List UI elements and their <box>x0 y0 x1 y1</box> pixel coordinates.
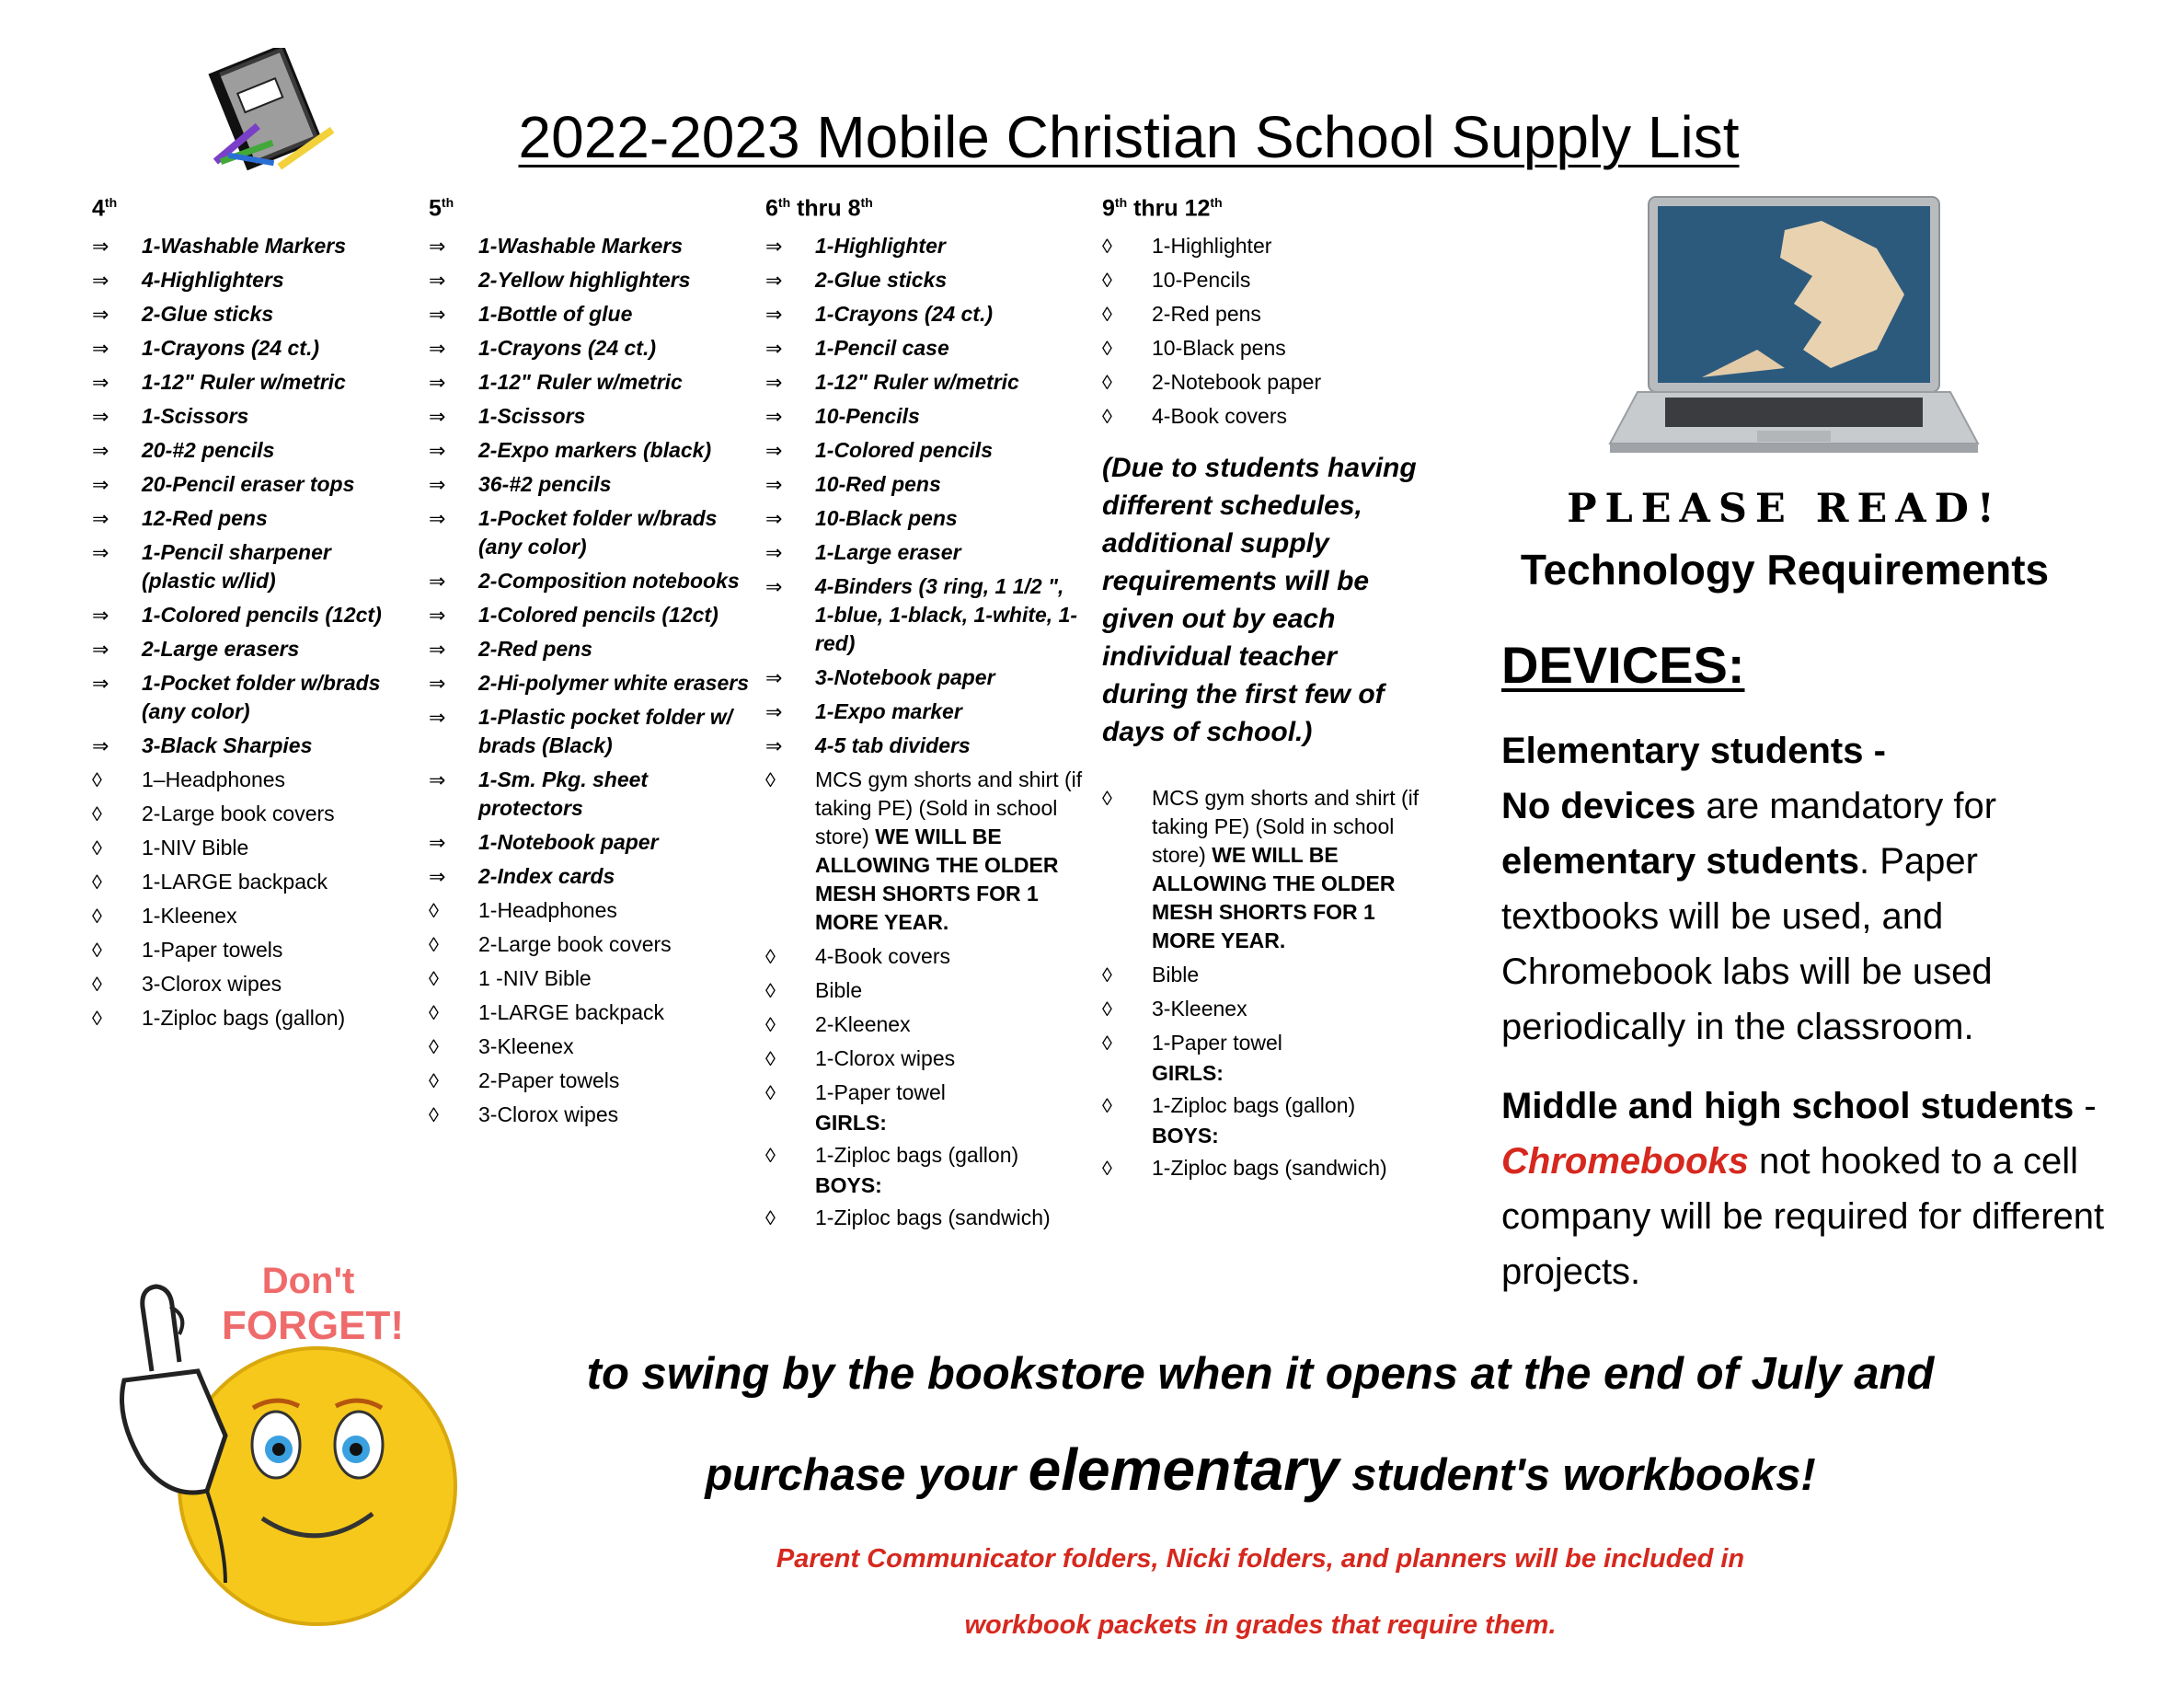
list-item-label: 4-5 tab dividers <box>815 733 971 757</box>
diamond-bullet-icon: ◊ <box>1102 405 1112 428</box>
list-item <box>765 1078 1087 1107</box>
technology-heading: Technology Requirements <box>1520 546 2050 594</box>
list-item <box>92 766 409 794</box>
list-item <box>765 334 1087 363</box>
arrow-bullet-icon: ⇒ <box>92 371 109 394</box>
list-item <box>92 800 409 828</box>
diamond-bullet-icon: ◊ <box>429 967 439 990</box>
arrow-bullet-icon: ⇒ <box>429 507 446 530</box>
reminder-line-2: purchase your elementary student's workbooks! <box>705 1436 1816 1503</box>
arrow-bullet-icon: ⇒ <box>765 303 783 326</box>
list-item <box>765 300 1087 329</box>
list-item-label: Bible <box>1152 963 1200 986</box>
list-item <box>765 976 1087 1005</box>
list-item <box>1102 334 1424 363</box>
diamond-bullet-icon: ◊ <box>765 1047 776 1070</box>
list-item <box>765 698 1087 726</box>
list-item-label: 2-Expo markers (black) <box>478 438 712 462</box>
list-item <box>1102 300 1424 329</box>
list-item <box>92 436 409 465</box>
list-item <box>429 669 755 698</box>
diamond-bullet-icon: ◊ <box>765 1144 776 1167</box>
list-item <box>429 266 755 294</box>
list-item <box>92 334 409 363</box>
list-item-label: 1-Scissors <box>478 404 586 428</box>
list-item <box>92 732 409 760</box>
diamond-bullet-icon: ◊ <box>1102 235 1112 258</box>
arrow-bullet-icon: ⇒ <box>765 666 783 689</box>
list-item-label: Bible <box>815 978 863 1002</box>
diamond-bullet-icon: ◊ <box>429 933 439 956</box>
arrow-bullet-icon: ⇒ <box>92 439 109 462</box>
diamond-bullet-icon: ◊ <box>765 768 776 791</box>
list-item-label: 2-Red pens <box>478 637 592 661</box>
list-item <box>429 1067 755 1095</box>
list-item-label: 2-Glue sticks <box>815 268 948 292</box>
list-item <box>429 1032 755 1061</box>
list-item-label: 1-Pencil sharpener (plastic w/lid) <box>142 540 331 593</box>
list-item <box>92 232 409 260</box>
list-item-label: 2-Red pens <box>1152 302 1261 326</box>
boys-label: BOYS: <box>815 1173 882 1197</box>
arrow-bullet-icon: ⇒ <box>765 269 783 292</box>
arrow-bullet-icon: ⇒ <box>429 865 446 888</box>
arrow-bullet-icon: ⇒ <box>429 405 446 428</box>
column-grade-4 <box>92 195 409 1038</box>
list-item <box>92 402 409 431</box>
arrow-bullet-icon: ⇒ <box>92 405 109 428</box>
list-item-label: 4-Binders (3 ring, 1 1/2 ", 1-blue, 1-black, 1-white, 1-red) <box>815 574 1078 655</box>
list-item-label: 1-Plastic pocket folder w/ brads (Black) <box>478 705 733 757</box>
list-item-label: 3-Notebook paper <box>815 665 995 689</box>
list-item <box>92 300 409 329</box>
diamond-bullet-icon: ◊ <box>1102 371 1112 394</box>
list-item-label: 1-12" Ruler w/metric <box>142 370 346 394</box>
list-item <box>765 402 1087 431</box>
list-item: ◊ MCS gym shorts and shirt (if taking PE) (Sold in school store) WE WILL BE ALLOWING THE OLDER MESH SHORTS FOR 1 MORE YEAR. <box>765 767 1083 934</box>
arrow-bullet-icon: ⇒ <box>429 303 446 326</box>
list-item-label: 2-Hi-polymer white erasers <box>478 671 750 695</box>
list-item <box>1102 232 1424 260</box>
list-item <box>765 232 1087 260</box>
list-item-label: 1-Crayons (24 ct.) <box>142 336 320 360</box>
arrow-bullet-icon: ⇒ <box>429 439 446 462</box>
list-item <box>92 504 409 533</box>
list-item-label: 4-Book covers <box>1152 404 1288 428</box>
arrow-bullet-icon: ⇒ <box>92 541 109 564</box>
list-item-label: 2-Composition notebooks <box>478 569 740 593</box>
please-read-banner: PLEASE READ! <box>1567 486 2003 532</box>
arrow-bullet-icon: ⇒ <box>92 638 109 661</box>
list-item <box>1102 961 1424 989</box>
list-item <box>429 300 755 329</box>
devices-heading: DEVICES: <box>1501 636 1745 694</box>
list-item-label: 10-Red pens <box>815 472 941 496</box>
diamond-bullet-icon: ◊ <box>1102 1094 1112 1117</box>
list-item-label: 2-Glue sticks <box>142 302 274 326</box>
list-item-label: 1-Pocket folder w/brads (any color) <box>142 671 381 723</box>
column-grades-6-8 <box>765 195 1087 1238</box>
diamond-bullet-icon: ◊ <box>92 802 102 825</box>
list-item-label: 1-LARGE backpack <box>478 1000 664 1024</box>
list-item <box>429 998 755 1027</box>
list-item-label: 10-Pencils <box>1152 268 1251 292</box>
arrow-bullet-icon: ⇒ <box>429 638 446 661</box>
boys-label: BOYS: <box>1152 1124 1219 1148</box>
list-item: ◊ 1-Ziploc bags (sandwich) <box>765 1204 1087 1232</box>
list-item <box>429 334 755 363</box>
diamond-bullet-icon: ◊ <box>92 836 102 859</box>
list-item <box>765 538 1087 567</box>
diamond-bullet-icon: ◊ <box>92 939 102 962</box>
diamond-bullet-icon: ◊ <box>1102 1032 1112 1055</box>
list-item-label: 4-Highlighters <box>142 268 284 292</box>
list-item <box>429 964 755 993</box>
list-item <box>429 436 755 465</box>
list-item <box>765 266 1087 294</box>
list-item: ◊ 1-Ziploc bags (gallon) <box>1102 1091 1424 1120</box>
list-item <box>765 942 1087 971</box>
list-item <box>92 1004 409 1032</box>
list-item <box>429 1101 755 1129</box>
list-item-label: 1–Headphones <box>142 767 286 791</box>
list-item-label: 2-Index cards <box>478 864 615 888</box>
diamond-bullet-icon: ◊ <box>429 1001 439 1024</box>
list-item-label: 1-Pencil case <box>815 336 949 360</box>
arrow-bullet-icon: ⇒ <box>429 672 446 695</box>
arrow-bullet-icon: ⇒ <box>765 541 783 564</box>
list-item-label: 1-Sm. Pkg. sheet protectors <box>478 767 649 820</box>
arrow-bullet-icon: ⇒ <box>429 768 446 791</box>
list-item-label: 3-Kleenex <box>1152 997 1247 1021</box>
elementary-devices-paragraph: Elementary students - No devices are mandatory for elementary students. Paper textbooks will be used, and Chromebook labs will be used periodically in the classroom. <box>1501 731 1997 1047</box>
list-item-label: 3-Clorox wipes <box>142 972 282 996</box>
list-item-label: 1-Large eraser <box>815 540 961 564</box>
arrow-bullet-icon: ⇒ <box>92 235 109 258</box>
list-item-label: 1-Pocket folder w/brads (any color) <box>478 506 718 559</box>
list-item <box>765 470 1087 499</box>
list-item-label: 12-Red pens <box>142 506 268 530</box>
arrow-bullet-icon: ⇒ <box>92 473 109 496</box>
arrow-bullet-icon: ⇒ <box>429 831 446 854</box>
arrow-bullet-icon: ⇒ <box>429 235 446 258</box>
girls-label: GIRLS: <box>815 1111 887 1135</box>
list-item-label: 1-Paper towels <box>142 938 283 962</box>
list-item <box>429 470 755 499</box>
arrow-bullet-icon: ⇒ <box>92 672 109 695</box>
forget-text: FORGET! <box>222 1303 404 1348</box>
list-item-label: 3-Kleenex <box>478 1034 574 1058</box>
arrow-bullet-icon: ⇒ <box>92 337 109 360</box>
chromebook-laptop-icon <box>1601 193 1987 460</box>
list-item <box>1102 995 1424 1023</box>
arrow-bullet-icon: ⇒ <box>92 507 109 530</box>
arrow-bullet-icon: ⇒ <box>765 337 783 360</box>
arrow-bullet-icon: ⇒ <box>765 575 783 598</box>
list-item-label: 36-#2 pencils <box>478 472 612 496</box>
list-item <box>765 1044 1087 1073</box>
dont-text: Don't <box>261 1261 355 1301</box>
diamond-bullet-icon: ◊ <box>1102 998 1112 1021</box>
list-item-label: 1 -NIV Bible <box>478 966 592 990</box>
list-item <box>1102 402 1424 431</box>
arrow-bullet-icon: ⇒ <box>429 371 446 394</box>
diamond-bullet-icon: ◊ <box>765 945 776 968</box>
list-item <box>429 504 755 561</box>
diamond-bullet-icon: ◊ <box>1102 303 1112 326</box>
list-item <box>765 368 1087 397</box>
list-item-label: 20-Pencil eraser tops <box>142 472 355 496</box>
arrow-bullet-icon: ⇒ <box>765 371 783 394</box>
list-item <box>92 635 409 663</box>
list-item-label: 1-Paper towel <box>1152 1031 1282 1055</box>
list-item <box>92 902 409 930</box>
arrow-bullet-icon: ⇒ <box>765 700 783 723</box>
column-grade-5 <box>429 195 755 1135</box>
arrow-bullet-icon: ⇒ <box>429 706 446 729</box>
list-item <box>429 896 755 925</box>
list-item-label: 3-Clorox wipes <box>478 1102 619 1126</box>
list-item <box>92 601 409 629</box>
list-item-label: 1-Scissors <box>142 404 249 428</box>
column-grades-9-12 <box>1102 195 1424 1188</box>
middle-high-devices-paragraph: Middle and high school students - Chromebooks not hooked to a cell company will be required for different projects. <box>1501 1086 2105 1292</box>
list-item <box>765 1010 1087 1039</box>
list-item <box>429 828 755 857</box>
list-item <box>429 601 755 629</box>
list-item <box>429 232 755 260</box>
dont-forget-smiley-icon <box>87 1251 474 1638</box>
arrow-bullet-icon: ⇒ <box>429 269 446 292</box>
diamond-bullet-icon: ◊ <box>1102 787 1112 810</box>
diamond-bullet-icon: ◊ <box>765 979 776 1002</box>
diamond-bullet-icon: ◊ <box>429 899 439 922</box>
list-item <box>765 732 1087 760</box>
diamond-bullet-icon: ◊ <box>92 768 102 791</box>
arrow-bullet-icon: ⇒ <box>92 604 109 627</box>
list-item-label: 1-Bottle of glue <box>478 302 633 326</box>
arrow-bullet-icon: ⇒ <box>765 473 783 496</box>
diamond-bullet-icon: ◊ <box>765 1206 776 1229</box>
diamond-bullet-icon: ◊ <box>92 973 102 996</box>
list-item <box>765 663 1087 692</box>
list-item-label: 1-12" Ruler w/metric <box>478 370 683 394</box>
list-item-label: 2-Notebook paper <box>1152 370 1322 394</box>
list-item-label: 1-Ziploc bags (gallon) <box>142 1006 346 1030</box>
list-item <box>1102 266 1424 294</box>
diamond-bullet-icon: ◊ <box>92 871 102 894</box>
list-item <box>429 862 755 891</box>
list-item-label: 2-Large book covers <box>142 802 335 825</box>
list-item <box>92 368 409 397</box>
diamond-bullet-icon: ◊ <box>765 1081 776 1104</box>
arrow-bullet-icon: ⇒ <box>429 604 446 627</box>
list-item-label: 1-Washable Markers <box>478 234 684 258</box>
list-item-label: 2-Large book covers <box>478 932 672 956</box>
list-item-label: 1-LARGE backpack <box>142 870 328 894</box>
arrow-bullet-icon: ⇒ <box>765 405 783 428</box>
list-item-label: 1-Expo marker <box>815 699 962 723</box>
list-item-label: 1-Kleenex <box>142 904 237 928</box>
list-item-label: 1-Crayons (24 ct.) <box>815 302 994 326</box>
list-item-label: 3-Black Sharpies <box>142 733 313 757</box>
list-item <box>765 504 1087 533</box>
arrow-bullet-icon: ⇒ <box>92 734 109 757</box>
list-item-label: 2-Large erasers <box>142 637 300 661</box>
column-heading: 4th <box>92 195 118 222</box>
reminder-line-1: to swing by the bookstore when it opens at the end of July and <box>586 1349 1935 1399</box>
list-item <box>429 766 755 823</box>
diamond-bullet-icon: ◊ <box>92 1007 102 1030</box>
list-item <box>429 368 755 397</box>
column-heading: 9th thru 12th <box>1102 195 1223 222</box>
arrow-bullet-icon: ⇒ <box>429 570 446 593</box>
list-item-label: 1-Colored pencils (12ct) <box>142 603 382 627</box>
diamond-bullet-icon: ◊ <box>1102 1157 1112 1180</box>
list-item <box>92 868 409 896</box>
list-item <box>92 538 409 595</box>
arrow-bullet-icon: ⇒ <box>429 473 446 496</box>
list-item <box>765 572 1087 658</box>
list-item-label: 1-Washable Markers <box>142 234 347 258</box>
diamond-bullet-icon: ◊ <box>1102 269 1112 292</box>
list-item-label: 1-Highlighter <box>1152 234 1272 258</box>
list-item: ◊ 1-Ziploc bags (sandwich) <box>1102 1154 1424 1182</box>
diamond-bullet-icon: ◊ <box>765 1013 776 1036</box>
list-item <box>429 703 755 760</box>
schedule-note: (Due to students having different schedules, additional supply requirements will be given out by each individual teacher during the first few of days of school.) <box>1102 453 1417 747</box>
arrow-bullet-icon: ⇒ <box>765 734 783 757</box>
diamond-bullet-icon: ◊ <box>1102 337 1112 360</box>
red-note-line-1: Parent Communicator folders, Nicki folders, and planners will be included in <box>776 1544 1745 1574</box>
list-item <box>1102 368 1424 397</box>
list-item <box>92 669 409 726</box>
list-item-label: 4-Book covers <box>815 944 951 968</box>
list-item <box>429 402 755 431</box>
arrow-bullet-icon: ⇒ <box>429 337 446 360</box>
list-item-label: 2-Kleenex <box>815 1012 911 1036</box>
list-item <box>92 936 409 964</box>
list-item-label: 1-Crayons (24 ct.) <box>478 336 657 360</box>
arrow-bullet-icon: ⇒ <box>765 235 783 258</box>
list-item-label: 1-Colored pencils <box>815 438 993 462</box>
list-item-label: 10-Black pens <box>815 506 958 530</box>
list-item-label: 2-Paper towels <box>478 1068 620 1092</box>
list-item-label: 1-Highlighter <box>815 234 946 258</box>
arrow-bullet-icon: ⇒ <box>92 303 109 326</box>
diamond-bullet-icon: ◊ <box>92 905 102 928</box>
list-item-label: 1-Headphones <box>478 898 617 922</box>
arrow-bullet-icon: ⇒ <box>765 439 783 462</box>
list-item <box>92 834 409 862</box>
list-item-label: 1-12" Ruler w/metric <box>815 370 1019 394</box>
chromebooks-emphasis: Chromebooks <box>1501 1141 1749 1182</box>
list-item <box>92 266 409 294</box>
list-item <box>429 930 755 959</box>
red-note-line-2: workbook packets in grades that require them. <box>964 1610 1557 1640</box>
arrow-bullet-icon: ⇒ <box>765 507 783 530</box>
column-heading: 5th <box>429 195 454 222</box>
list-item-label: 10-Pencils <box>815 404 920 428</box>
list-item-label: 20-#2 pencils <box>142 438 275 462</box>
list-item <box>429 567 755 595</box>
page-title: 2022-2023 Mobile Christian School Supply List <box>518 104 1740 170</box>
list-item <box>92 470 409 499</box>
list-item-label: 1-Clorox wipes <box>815 1046 956 1070</box>
list-item-label: 2-Yellow highlighters <box>478 268 691 292</box>
girls-label: GIRLS: <box>1152 1061 1224 1085</box>
list-item-label: 10-Black pens <box>1152 336 1286 360</box>
list-item: ◊ 1-Ziploc bags (gallon) <box>765 1141 1087 1170</box>
column-heading: 6th thru 8th <box>765 195 873 222</box>
diamond-bullet-icon: ◊ <box>429 1069 439 1092</box>
list-item-label: 1-NIV Bible <box>142 836 249 859</box>
list-item <box>765 436 1087 465</box>
diamond-bullet-icon: ◊ <box>429 1035 439 1058</box>
list-item-label: 1-Colored pencils (12ct) <box>478 603 718 627</box>
list-item <box>429 635 755 663</box>
diamond-bullet-icon: ◊ <box>429 1103 439 1126</box>
arrow-bullet-icon: ⇒ <box>92 269 109 292</box>
list-item <box>92 970 409 998</box>
list-item-label: 1-Paper towel <box>815 1080 946 1104</box>
list-item-label: 1-Notebook paper <box>478 830 659 854</box>
list-item: ◊ MCS gym shorts and shirt (if taking PE) (Sold in school store) WE WILL BE ALLOWING THE OLDER MESH SHORTS FOR 1 MORE YEAR. <box>1102 786 1420 952</box>
list-item <box>1102 1029 1424 1057</box>
diamond-bullet-icon: ◊ <box>1102 963 1112 986</box>
